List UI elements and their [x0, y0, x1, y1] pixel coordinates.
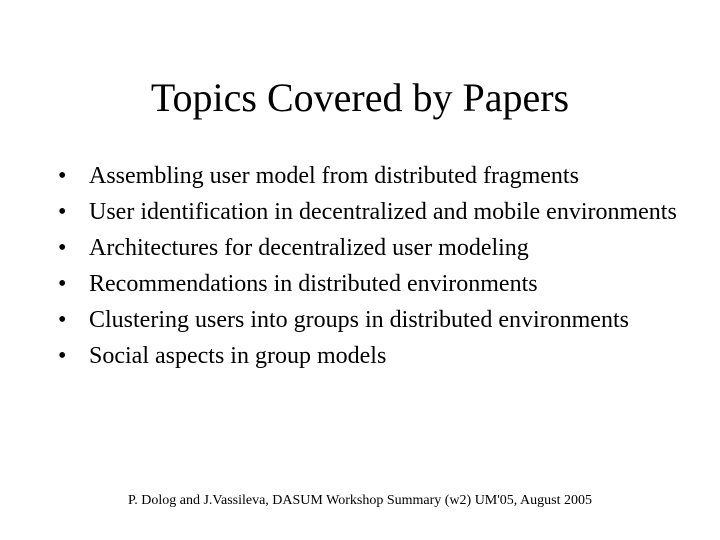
- bullet-icon: •: [58, 307, 67, 333]
- bullet-item-social-aspects: [58, 340, 698, 372]
- bullet-text: Recommendations in distributed environments: [89, 271, 538, 297]
- bullet-text: Architectures for decentralized user modeling: [89, 235, 529, 261]
- bullet-text: Assembling user model from distributed fragments: [89, 163, 579, 189]
- bullet-icon: •: [58, 199, 67, 225]
- bullet-item-user-identification: [58, 196, 698, 228]
- bullet-icon: •: [58, 343, 67, 369]
- slide-footer: P. Dolog and J.Vassileva, DASUM Workshop Summary (w2) UM'05, August 2005: [128, 493, 592, 508]
- bullet-text: User identification in decentralized and mobile environments: [89, 199, 677, 225]
- bullet-text: Social aspects in group models: [89, 343, 387, 369]
- bullet-item-clustering-users: [58, 304, 698, 336]
- bullet-icon: •: [58, 163, 67, 189]
- bullet-icon: •: [58, 271, 67, 297]
- bullet-list: [58, 160, 698, 376]
- bullet-item-architectures: [58, 232, 698, 264]
- slide-title: Topics Covered by Papers: [150, 75, 570, 120]
- bullet-item-recommendations: [58, 268, 698, 300]
- bullet-text: Clustering users into groups in distributed environments: [89, 307, 629, 333]
- bullet-icon: •: [58, 235, 67, 261]
- bullet-item-assembling-user-model: [58, 160, 698, 192]
